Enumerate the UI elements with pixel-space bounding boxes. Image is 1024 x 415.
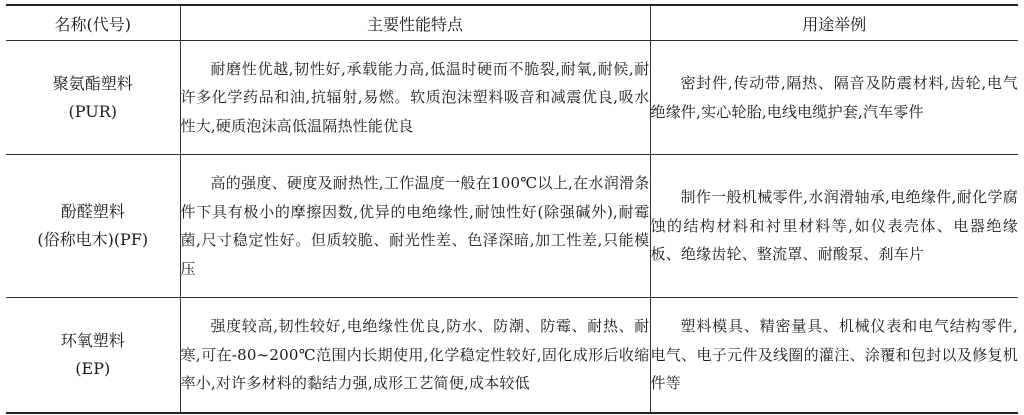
material-code: (PUR) — [68, 101, 117, 121]
features-cell — [180, 298, 650, 413]
uses-cell — [650, 298, 1018, 413]
features-text: 耐磨性优越,韧性好,承载能力高,低温时硬而不脆裂,耐氧,耐候,耐许多化学药品和油,抗辐射,易燃。软质泡沫塑料吸音和减震优良,吸水性大,硬质泡沫高低温隔热性能优良 — [180, 59, 650, 135]
table-row — [6, 41, 1018, 155]
uses-cell — [650, 41, 1018, 155]
material-name-cell — [6, 155, 180, 298]
header-main-features: 主要性能特点 — [180, 5, 650, 41]
material-code: (俗称电木)(PF) — [37, 230, 149, 249]
uses-text: 制作一般机械零件,水润滑轴承,电绝缘件,耐化学腐蚀的结构材料和衬里材料等,如仪表壳体、电器绝缘板、绝缘齿轮、整流罩、耐酸泵、刹车片 — [650, 188, 1018, 264]
material-name-cell — [6, 298, 180, 413]
table-row — [6, 155, 1018, 298]
material-code: (EP) — [75, 358, 111, 378]
uses-cell — [650, 155, 1018, 298]
table-row — [6, 298, 1018, 413]
material-name: 聚氨酯塑料 — [52, 73, 133, 93]
plastics-properties-table — [6, 4, 1018, 414]
header-name-code: 名称(代号) — [6, 5, 180, 41]
uses-text: 密封件,传动带,隔热、隔音及防震材料,齿轮,电气绝缘件,实心轮胎,电线电缆护套,汽车零件 — [650, 74, 1018, 121]
material-name: 酚醛塑料 — [60, 202, 125, 221]
uses-text: 塑料模具、精密量具、机械仪表和电气结构零件,电气、电子元件及线圈的灌注、涂覆和包封以及修复机件等 — [650, 317, 1018, 392]
features-text: 强度较高,韧性较好,电绝缘性优良,防水、防潮、防霉、耐热、耐寒,可在-80~200℃范围内长期使用,化学稳定性较好,固化成形后收缩率小,对许多材料的黏结力强,成形工艺简便,成本较低 — [180, 317, 650, 392]
features-cell — [180, 41, 650, 155]
table-header-row — [6, 5, 1018, 41]
material-name: 环氧塑料 — [60, 330, 125, 350]
material-name-cell — [6, 41, 180, 155]
features-text: 高的强度、硬度及耐热性,工作温度一般在100℃以上,在水润滑条件下具有极小的摩擦因数,优异的电绝缘性,耐蚀性好(除强碱外),耐霉菌,尺寸稳定性好。但质较脆、耐光性差、色泽深暗,加工性差,只能模压 — [180, 174, 650, 278]
header-application-examples: 用途举例 — [650, 5, 1018, 41]
features-cell — [180, 155, 650, 298]
